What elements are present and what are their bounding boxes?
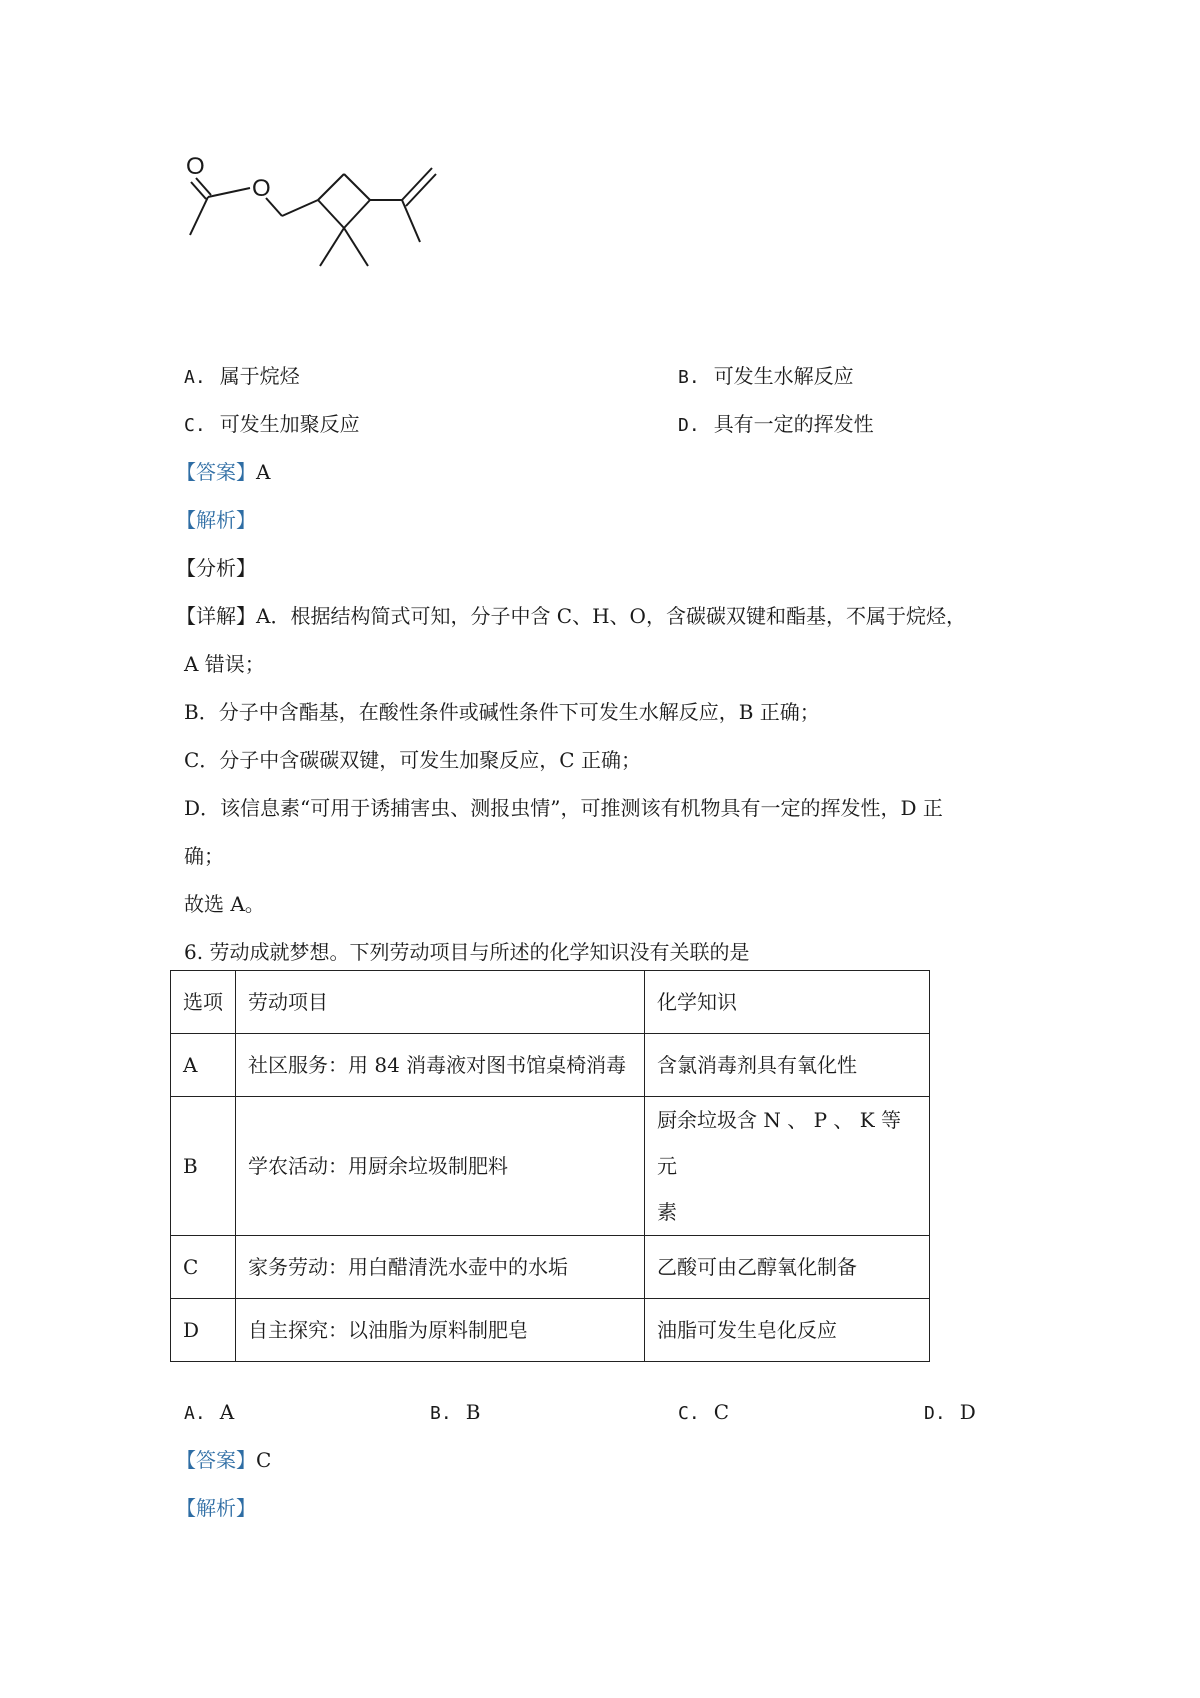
header-knowledge: 化学知识 — [645, 971, 930, 1034]
row-project: 学农活动：用厨余垃圾制肥料 — [236, 1097, 645, 1236]
q5-detail-line-5: D．该信息素“可用于诱捕害虫、测报虫情”，可推测该有机物具有一定的挥发性，D 正 — [184, 796, 943, 820]
q5-detail-line-1: 【详解】A．根据结构简式可知，分子中含 C、H、O，含碳碳双键和酯基，不属于烷烃， — [176, 604, 966, 628]
bond-lines — [190, 168, 436, 266]
q6-answer: 【答案】C — [176, 1448, 272, 1472]
q5-detail-line-3: B．分子中含酯基，在酸性条件或碱性条件下可发生水解反应，B 正确； — [184, 700, 820, 724]
table-row — [171, 1097, 930, 1236]
q6-option-d: D. D — [924, 1400, 976, 1424]
q5-option-a: A. 属于烷烃 — [184, 364, 300, 388]
table-row — [171, 1299, 930, 1362]
table-header-row — [171, 971, 930, 1034]
q5-fenxi-tag: 【分析】 — [176, 556, 256, 580]
q6-option-b: B. B — [430, 1400, 481, 1424]
q5-detail-line-6: 确； — [184, 844, 224, 868]
header-option: 选项 — [171, 971, 236, 1034]
q5-detail-line-4: C．分子中含碳碳双键，可发生加聚反应，C 正确； — [184, 748, 641, 772]
q5-option-d: D. 具有一定的挥发性 — [678, 412, 874, 436]
row-project: 社区服务：用 84 消毒液对图书馆桌椅消毒 — [236, 1034, 645, 1097]
row-project: 自主探究：以油脂为原料制肥皂 — [236, 1299, 645, 1362]
q5-detail-line-7: 故选 A。 — [184, 892, 265, 916]
row-option: D — [171, 1299, 236, 1362]
q5-option-b: B. 可发生水解反应 — [678, 364, 854, 388]
q6-table — [170, 970, 930, 1362]
table-row — [171, 1034, 930, 1097]
table-row — [171, 1236, 930, 1299]
row-knowledge: 含氯消毒剂具有氧化性 — [645, 1034, 930, 1097]
ester-oxygen-label: O — [252, 175, 271, 202]
q5-detail-line-2: A 错误； — [184, 652, 265, 676]
q5-analysis-tag: 【解析】 — [176, 508, 256, 532]
row-knowledge: 油脂可发生皂化反应 — [645, 1299, 930, 1362]
row-option: A — [171, 1034, 236, 1097]
row-project: 家务劳动：用白醋清洗水壶中的水垢 — [236, 1236, 645, 1299]
row-knowledge — [645, 1097, 930, 1236]
structural-formula-diagram — [178, 150, 438, 300]
carbonyl-oxygen-label: O — [186, 153, 205, 180]
row-knowledge-line-2: 素 — [657, 1200, 677, 1224]
row-knowledge: 乙酸可由乙醇氧化制备 — [645, 1236, 930, 1299]
row-knowledge-line-1: 厨余垃圾含 N 、 P 、 K 等元 — [657, 1108, 902, 1178]
header-project: 劳动项目 — [236, 971, 645, 1034]
q6-analysis-tag: 【解析】 — [176, 1496, 256, 1520]
q6-option-a: A. A — [184, 1400, 235, 1424]
row-option: B — [171, 1097, 236, 1236]
q5-option-c: C. 可发生加聚反应 — [184, 412, 360, 436]
q6-option-c: C. C — [678, 1400, 729, 1424]
q6-stem: 6. 劳动成就梦想。下列劳动项目与所述的化学知识没有关联的是 — [184, 940, 750, 964]
row-option: C — [171, 1236, 236, 1299]
q5-answer: 【答案】A — [176, 460, 271, 484]
